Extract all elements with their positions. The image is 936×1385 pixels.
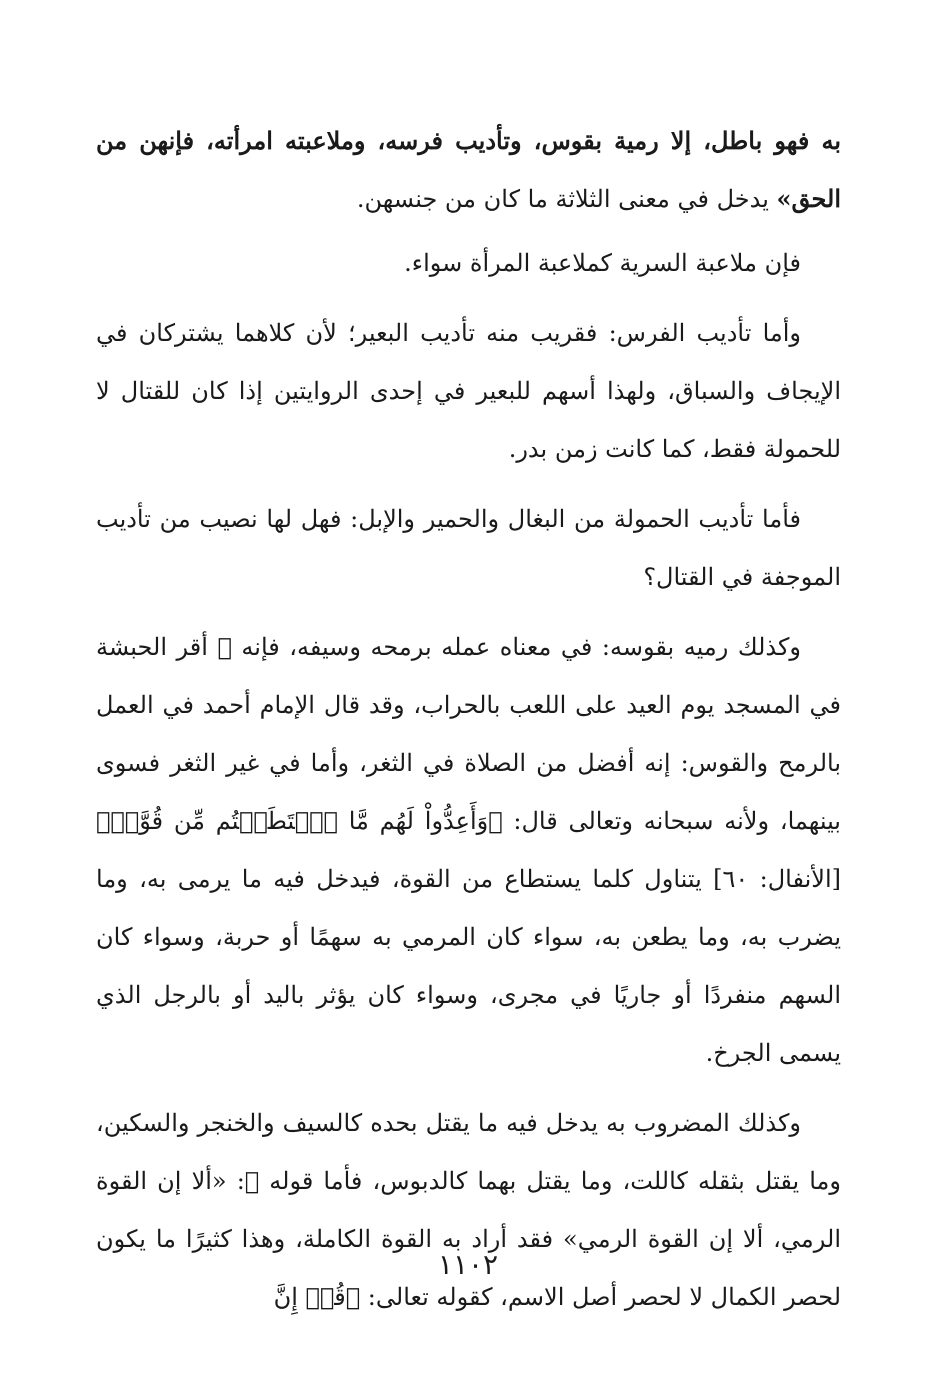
- paragraph-2: فإن ملاعبة السرية كملاعبة المرأة سواء.: [404, 249, 801, 277]
- paragraph-4: فأما تأديب الحمولة من البغال والحمير والإبل: فهل لها نصيب من تأديب الموجفة في القتال؟: [96, 505, 841, 591]
- page-number: ١١٠٢: [437, 1248, 499, 1281]
- paragraph-1-rest: يدخل في معنى الثلاثة ما كان من جنسهن.: [356, 185, 777, 213]
- paragraph-3: وأما تأديب الفرس: فقريب منه تأديب البعير؛ لأن كلاهما يشتركان في الإيجاف والسباق، ولهذا أسهم للبعير في إحدى الروايتين إذا كان للقتال لا للحمولة فقط، كما كانت زمن بدر.: [96, 319, 841, 463]
- body-text: [96, 112, 841, 1338]
- paragraph-5: وكذلك رميه بقوسه: في معناه عمله برمحه وسيفه، فإنه ﷺ أقر الحبشة في المسجد يوم العيد على اللعب بالحراب، وقد قال الإمام أحمد في العمل بالرمح والقوس: إنه أفضل من الصلاة في الثغر، وأما في غير الثغر فسوى بينهما، ولأنه سبحانه وتعالى قال: ﴿وَأَعِدُّواْ لَهُم مَّا ٱسۡتَطَعۡتُم مِّن قُوَّةٖ﴾ [الأنفال: ٦٠] يتناول كلما يستطاع من القوة، فيدخل فيه ما يرمى به، وما يضرب به، وما يطعن به، سواء كان المرمي به سهمًا أو حربة، وسواء كان السهم منفردًا أو جاريًا في مجرى، وسواء كان يؤثر باليد أو بالرجل الذي يسمى الجرخ.: [96, 633, 841, 1067]
- paragraph-6: وكذلك المضروب به يدخل فيه ما يقتل بحده كالسيف والخنجر والسكين، وما يقتل بثقله كاللت، وما يقتل بهما كالدبوس، فأما قوله ﷺ: «ألا إن القوة الرمي، ألا إن القوة الرمي» فقد أراد به القوة الكاملة، وهذا كثيرًا ما يكون لحصر الكمال لا لحصر أصل الاسم، كقوله تعالى: ﴿قُلۡ إِنَّ: [96, 1109, 841, 1311]
- paragraph-1: [96, 112, 841, 228]
- hadith-quote: به فهو باطل، إلا رمية بقوس، وتأديب فرسه، وملاعبته امرأته، فإنهن من الحق»: [96, 126, 841, 213]
